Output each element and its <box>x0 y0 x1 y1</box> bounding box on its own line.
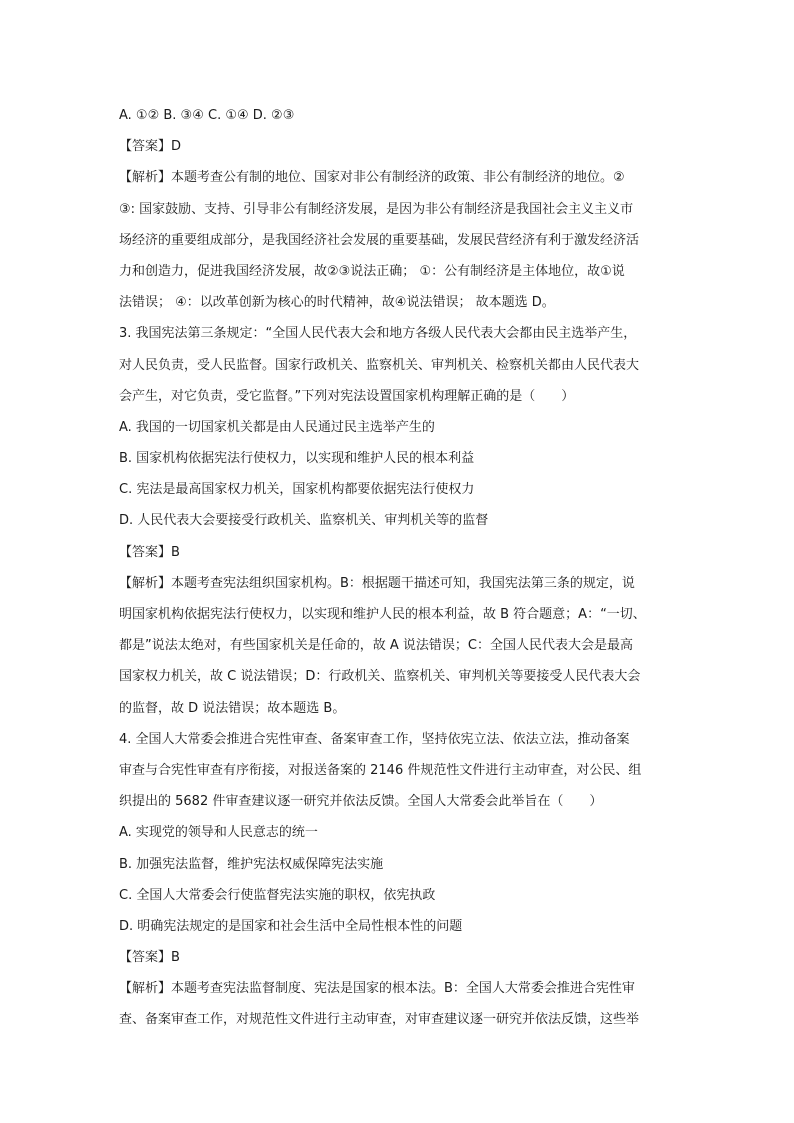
q2-options: A. ①② B. ③④ C. ①④ D. ②③ <box>119 108 295 123</box>
q3-analysis-line: 的监督，故 D 说法错误；故本题选 B。 <box>119 700 346 716</box>
q4-option-d: D. 明确宪法规定的是国家和社会生活中全局性根本性的问题 <box>119 918 463 934</box>
q4-option-c: C. 全国人大常委会行使监督宪法实施的职权，依宪执政 <box>119 887 436 903</box>
q4-stem-line: 审查与合宪性审查有序衔接，对报送备案的 2146 件规范性文件进行主动审查，对公民、组 <box>119 762 642 778</box>
q2-analysis-line: ③: 国家鼓励、支持、引导非公有制经济发展，是因为非公有制经济是我国社会主义主义市 <box>119 201 634 217</box>
q4-option-a: A. 实现党的领导和人民意志的统一 <box>119 825 318 841</box>
document-body <box>119 100 679 1036</box>
q2-analysis-line: 法错误； ④：以改革创新为核心的时代精神，故④说法错误； 故本题选 D。 <box>119 295 555 311</box>
q3-analysis-line: 明国家机构依据宪法行使权力，以实现和维护人民的根本利益，故 B 符合题意；A：“一切、 <box>119 607 646 622</box>
q3-answer: 【答案】B <box>119 544 180 560</box>
q4-stem-line: 织提出的 5682 件审查建议逐一研究并依法反馈。全国人大常委会此举旨在（ ） <box>119 794 603 810</box>
q4-answer: 【答案】B <box>119 950 180 966</box>
q3-option-a: A. 我国的一切国家机关都是由人民通过民主选举产生的 <box>119 419 435 435</box>
q3-analysis-line: 国家权力机关，故 C 说法错误；D：行政机关、监察机关、审判机关等要接受人民代表大会 <box>119 669 641 685</box>
q3-stem-line: 3. 我国宪法第三条规定：“全国人民代表大会和地方各级人民代表大会都由民主选举产生， <box>119 326 637 342</box>
q3-option-b: B. 国家机构依据宪法行使权力，以实现和维护人民的根本利益 <box>119 451 475 467</box>
q4-analysis-line: 【解析】本题考查宪法监督制度、宪法是国家的根本法。B：全国人大常委会推进合宪性审 <box>119 981 635 997</box>
q2-analysis-line: 场经济的重要组成部分，是我国经济社会发展的重要基础，发展民营经济有利于激发经济活 <box>119 232 640 248</box>
q2-analysis-line: 【解析】本题考查公有制的地位、国家对非公有制经济的政策、非公有制经济的地位。② <box>119 170 625 186</box>
q3-stem-line: 对人民负责，受人民监督。国家行政机关、监察机关、审判机关、检察机关都由人民代表大 <box>119 357 640 373</box>
q4-option-b: B. 加强宪法监督，维护宪法权威保障宪法实施 <box>119 856 384 872</box>
q3-analysis-line: 【解析】本题考查宪法组织国家机构。B：根据题干描述可知，我国宪法第三条的规定，说 <box>119 575 635 591</box>
q3-option-c: C. 宪法是最高国家权力机关，国家机构都要依据宪法行使权力 <box>119 482 475 498</box>
q3-stem-line: 会产生，对它负责，受它监督。”下列对宪法设置国家机构理解正确的是（ ） <box>119 388 575 404</box>
q4-stem-line: 4. 全国人大常委会推进合宪性审查、备案审查工作，坚持依宪立法、依法立法，推动备案 <box>119 731 630 747</box>
q3-option-d: D. 人民代表大会要接受行政机关、监察机关、审判机关等的监督 <box>119 513 489 529</box>
q2-analysis-line: 力和创造力，促进我国经济发展，故②③说法正确； ①：公有制经济是主体地位，故①说 <box>119 263 625 279</box>
q2-answer: 【答案】D <box>119 139 182 155</box>
q4-analysis-line: 查、备案审查工作，对规范性文件进行主动审查，对审查建议逐一研究并依法反馈，这些举 <box>119 1012 640 1028</box>
q3-analysis-line: 都是”说法太绝对，有些国家机关是任命的，故 A 说法错误；C：全国人民代表大会是最高 <box>119 638 633 654</box>
